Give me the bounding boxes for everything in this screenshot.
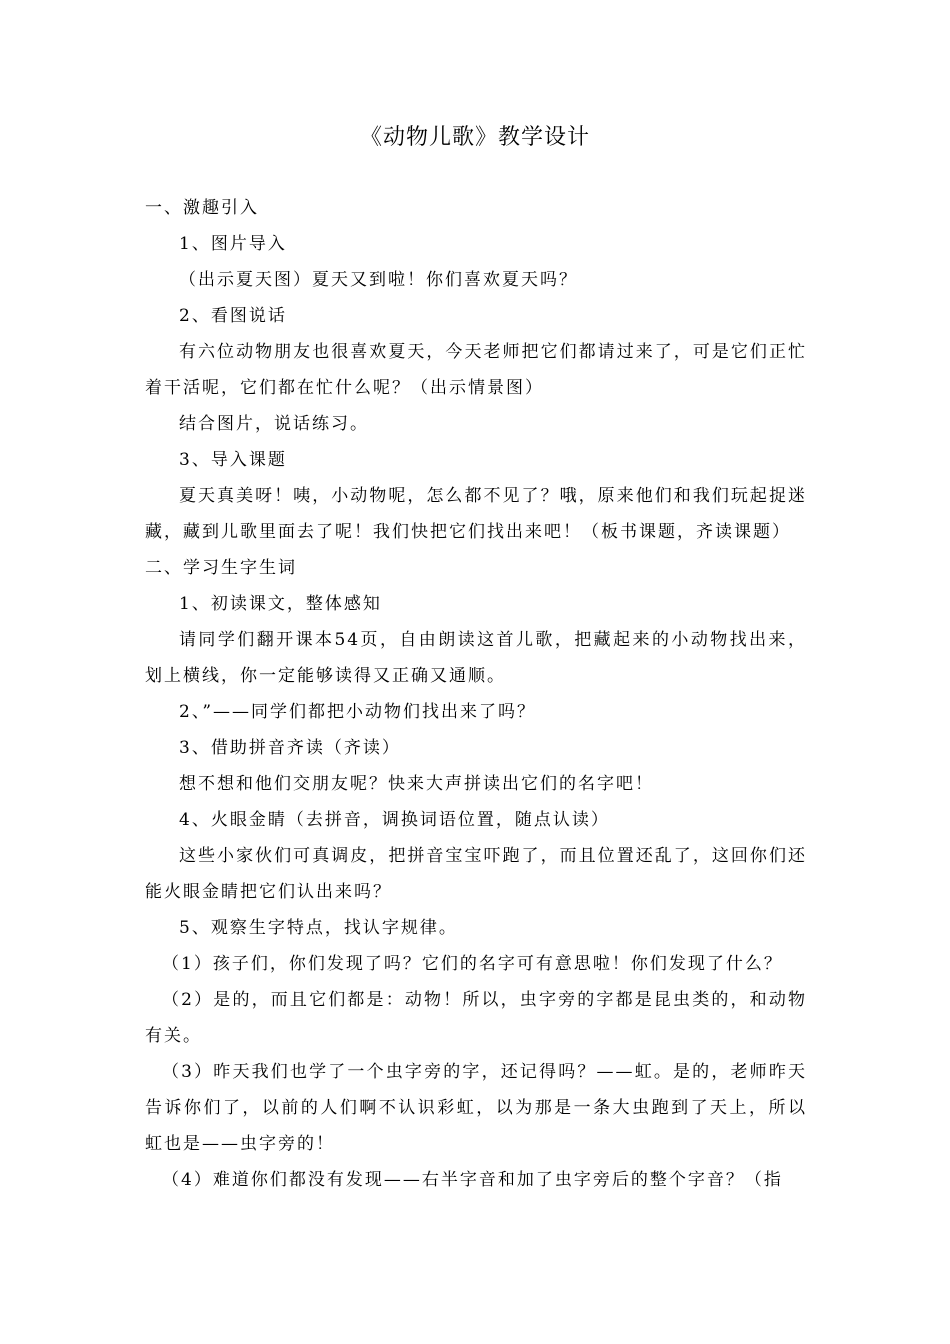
paragraph: （4）难道你们都没有发现——右半字音和加了虫字旁后的整个字音？（指 bbox=[162, 1170, 783, 1190]
paragraph: 5、观察生字特点，找认字规律。 bbox=[179, 918, 458, 938]
paragraph: （2）是的，而且它们都是：动物！所以，虫字旁的字都是昆虫类的，和动物有关。 bbox=[145, 990, 807, 1046]
section-heading: 一、激趣引入 bbox=[145, 198, 259, 218]
paragraph: 2、看图说话 bbox=[179, 306, 287, 326]
paragraph: 3、导入课题 bbox=[179, 450, 287, 470]
paragraph: 1、初读课文，整体感知 bbox=[179, 594, 382, 614]
paragraph: 这些小家伙们可真调皮，把拼音宝宝吓跑了，而且位置还乱了，这回你们还能火眼金睛把它们认出来吗？ bbox=[145, 846, 807, 902]
paragraph: 有六位动物朋友也很喜欢夏天，今天老师把它们都请过来了，可是它们正忙着干活呢，它们都在忙什么呢？（出示情景图） bbox=[145, 342, 807, 398]
paragraph: （3）昨天我们也学了一个虫字旁的字，还记得吗？——虹。是的，老师昨天告诉你们了，以前的人们啊不认识彩虹，以为那是一条大虫跑到了天上，所以虹也是——虫字旁的！ bbox=[145, 1062, 807, 1154]
paragraph: 3、借助拼音齐读（齐读） bbox=[179, 738, 401, 758]
document-body bbox=[145, 190, 807, 1198]
paragraph: 想不想和他们交朋友呢？快来大声拼读出它们的名字吧！ bbox=[179, 774, 654, 794]
paragraph: （1）孩子们，你们发现了吗？它们的名字可有意思啦！你们发现了什么？ bbox=[162, 954, 783, 974]
paragraph: 1、图片导入 bbox=[179, 234, 287, 254]
paragraph: 2、”——同学们都把小动物们找出来了吗？ bbox=[179, 702, 537, 722]
paragraph: 请同学们翻开课本54页，自由朗读这首儿歌，把藏起来的小动物找出来，划上横线，你一定能够读得又正确又通顺。 bbox=[145, 630, 807, 686]
paragraph: 4、火眼金睛（去拼音，调换词语位置，随点认读） bbox=[179, 810, 610, 830]
paragraph: （出示夏天图）夏天又到啦！你们喜欢夏天吗？ bbox=[179, 270, 578, 290]
section-heading: 二、学习生字生词 bbox=[145, 558, 297, 578]
document-title: 《动物儿歌》教学设计 bbox=[359, 125, 590, 150]
paragraph: 夏天真美呀！咦，小动物呢，怎么都不见了？哦，原来他们和我们玩起捉迷藏，藏到儿歌里面去了呢！我们快把它们找出来吧！（板书课题，齐读课题） bbox=[145, 486, 807, 542]
paragraph: 结合图片，说话练习。 bbox=[179, 414, 369, 434]
